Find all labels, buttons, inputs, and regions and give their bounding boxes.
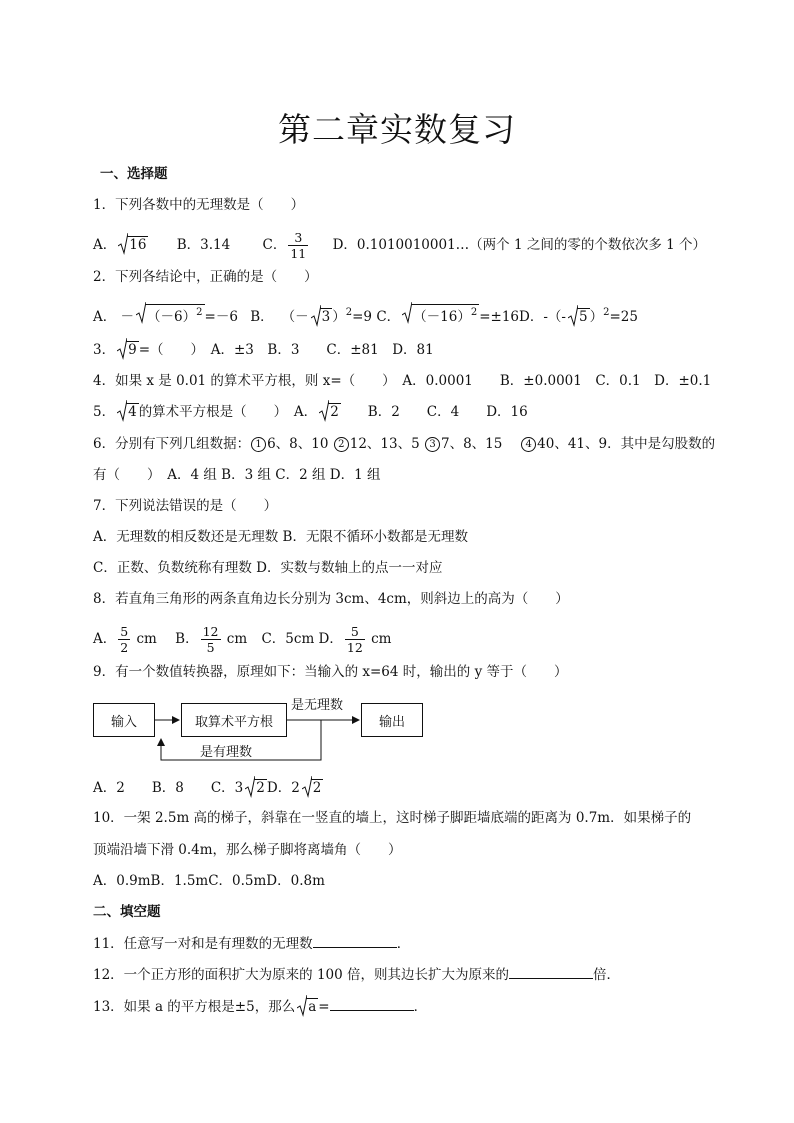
flow-box-output: 输出: [361, 703, 423, 737]
q2-option-c-label: C．: [376, 309, 401, 325]
q2-option-a-result: =－6: [204, 309, 238, 325]
q1-option-a-radicand: 16: [129, 237, 147, 253]
question-7-options-ab: A．无理数的相反数还是无理数 B．无限不循环小数都是无理数: [93, 529, 468, 545]
q1-option-b: B．3.14: [176, 237, 231, 253]
q2-option-a-sqrt: $(-6)^2$: [136, 304, 204, 327]
q13-sqrt: a: [297, 997, 318, 1017]
section-heading-fill: 二、填空题: [93, 904, 161, 920]
q1-option-d: D．0.1010010001…（两个 1 之间的零的个数依次多 1 个）: [332, 237, 707, 253]
question-9-stem: 9．有一个数值转换器，原理如下：当输入的 x=64 时，输出的 y 等于（ ）: [93, 664, 568, 680]
q8-option-a-fraction: $\frac{5}{2}$: [120, 624, 129, 655]
q1-option-c-label: C．: [262, 237, 287, 253]
q2-option-d-label: D．-（-: [519, 309, 566, 325]
question-8-stem: 8．若直角三角形的两条直角边长分别为 3cm、4cm，则斜边上的高为（ ）: [93, 591, 569, 607]
flow-label-rational: 是有理数: [200, 745, 253, 760]
question-10-options: A．0.9mB．1.5mC．0.5mD．0.8m: [93, 873, 325, 889]
q2-option-d-sqrt: 5: [568, 307, 590, 327]
circled-number-1: 1: [251, 437, 266, 452]
circled-number-4: 4: [521, 437, 536, 452]
q1-option-a-label: A．: [93, 237, 117, 253]
question-2-options: A． － $(-6)^2 =-6$ B． （－ 3 ）$^2$=9 C． $(-16)^2 =\pm 16D$．-（- 5 ）$^2$=25: [93, 303, 638, 327]
question-1-options: [93, 230, 706, 261]
question-10-line-2: 顶端沿墙下滑 0.4m，那么梯子脚将离墙角（ ）: [93, 842, 402, 858]
q2-option-a-label: A．: [93, 309, 117, 325]
question-5: 5． 4 的算术平方根是（ ） A． 2 B．2 C．4 D．16: [93, 402, 528, 422]
q8-option-d-fraction: $\frac{5}{12}$: [346, 624, 363, 655]
circled-number-3: 3: [425, 437, 440, 452]
question-2-stem: 2．下列各结论中，正确的是（ ）: [93, 269, 318, 285]
page-title: 第二章实数复习: [278, 110, 516, 149]
flow-label-irrational: 是无理数: [291, 698, 344, 713]
question-6-line-1: 6．分别有下列几组数据： 1 6、8、10 2 12、13、5 3 7、8、15 4 40、41、9．其中是勾股数的: [93, 436, 716, 452]
q2-option-a-minus: －: [120, 309, 135, 325]
question-1-stem: 1．下列各数中的无理数是（ ）: [93, 197, 305, 213]
question-4: 4．如果 x 是 0.01 的算术平方根，则 x=（ ） A．0.0001 B．±0.0001 C．0.1 D．±0.1: [93, 373, 712, 389]
q3-sqrt: 9: [117, 340, 139, 360]
question-6-line-2: 有（ ） A．4 组 B．3 组 C．2 组 D．1 组: [93, 467, 381, 483]
flow-box-square-root: 取算术平方根: [181, 703, 287, 737]
q5-option-a-sqrt: 2: [319, 402, 341, 422]
q12-answer-blank[interactable]: [509, 964, 593, 979]
question-3: 3． 9 =（ ） A．±3 B．3 C．±81 D．81: [93, 340, 434, 360]
question-8-options: A． $\frac{5}{2}$ cm B． $\frac{12}{5}$ cm C．5cm D． $\frac{5}{12}$ cm: [93, 624, 392, 655]
flow-box-input: 输入: [93, 703, 155, 737]
q2-option-b-label: B．: [250, 309, 274, 325]
q1-option-a-sqrt: [118, 235, 148, 255]
question-13: 13．如果 a 的平方根是±5，那么 a = ．: [93, 996, 427, 1017]
q2-option-c-sqrt: $(-16)^2$: [402, 304, 479, 327]
circled-number-2: 2: [334, 437, 349, 452]
q8-option-b-fraction: $\frac{12}{5}$: [202, 624, 219, 655]
q2-option-b-sqrt: 3: [311, 307, 333, 327]
q9-option-d-sqrt: 2: [302, 778, 324, 798]
question-7-stem: 7．下列说法错误的是（ ）: [93, 498, 278, 514]
question-10-line-1: 10．一架 2.5m 高的梯子，斜靠在一竖直的墙上，这时梯子脚距墙底端的距离为 0.7m．如果梯子的: [93, 810, 692, 826]
q5-sqrt: 4: [117, 402, 139, 422]
question-9-options: A．2 B．8 C．3 2 D．2 2: [93, 778, 323, 798]
question-7-options-cd: C．正数、负数统称有理数 D．实数与数轴上的点一一对应: [93, 560, 443, 576]
q9-option-c-sqrt: 2: [245, 778, 267, 798]
q1-option-c-fraction: $\frac{3}{11}$: [290, 230, 307, 261]
q13-answer-blank[interactable]: [330, 996, 414, 1011]
question-11: 11．任意写一对和是有理数的无理数 ．: [93, 933, 410, 954]
q11-answer-blank[interactable]: [313, 933, 397, 948]
section-heading-choice: 一、选择题: [100, 166, 168, 182]
question-12: 12．一个正方形的面积扩大为原来的 100 倍，则其边长扩大为原来的 倍．: [93, 964, 620, 985]
